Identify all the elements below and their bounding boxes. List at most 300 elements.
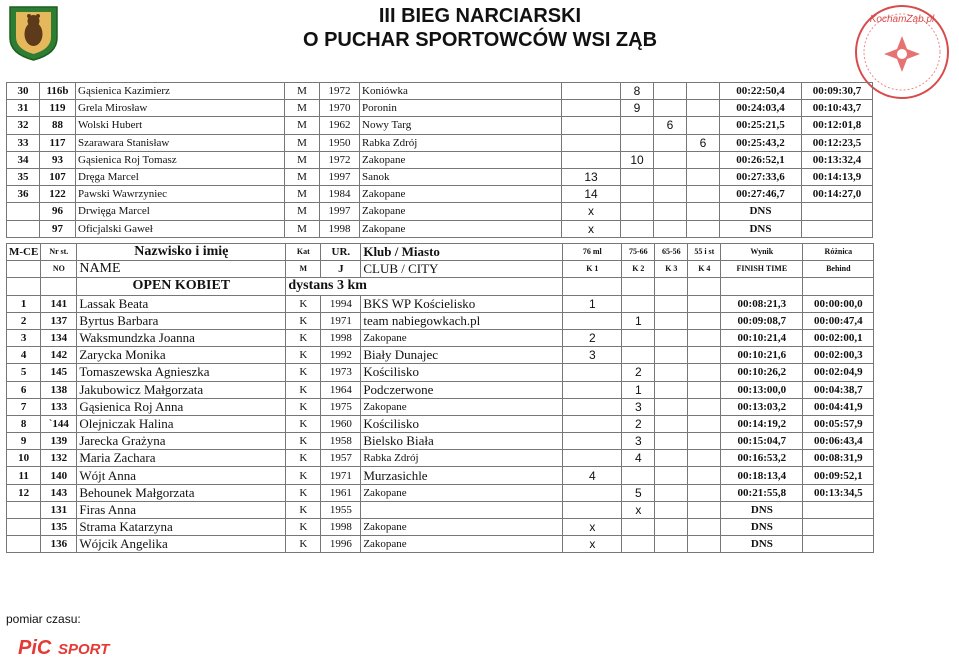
cell-time: 00:10:26,2 xyxy=(721,364,803,381)
cell-time: 00:18:13,4 xyxy=(721,467,803,484)
hdr-diff: Różnica xyxy=(803,244,874,261)
hdr-en-diff: Behind xyxy=(803,261,874,278)
cell-k1 xyxy=(563,364,622,381)
cell-k4: 6 xyxy=(687,134,720,151)
cell-diff: 00:10:43,7 xyxy=(802,100,873,117)
cell-year: 1961 xyxy=(321,484,361,501)
hdr-name: Nazwisko i imię xyxy=(77,244,286,261)
cell-k4 xyxy=(688,364,721,381)
hdr-en-city: CLUB / CITY xyxy=(361,261,563,278)
bear-crest-icon xyxy=(6,4,61,62)
cell-k4 xyxy=(688,501,721,518)
cell-place xyxy=(7,220,40,237)
cell-city: Bielsko Biała xyxy=(361,433,563,450)
cell-time: 00:25:21,5 xyxy=(720,117,802,134)
cell-k2 xyxy=(621,220,654,237)
hdr-en-k3: K 3 xyxy=(655,261,688,278)
cell-place: 12 xyxy=(7,484,41,501)
header-row-en xyxy=(7,261,874,278)
cell-nr: 93 xyxy=(40,151,76,168)
cell-time: 00:14:19,2 xyxy=(721,415,803,432)
table-row xyxy=(7,151,873,168)
cell-time: 00:21:55,8 xyxy=(721,484,803,501)
cell-k3 xyxy=(655,415,688,432)
cell-k4 xyxy=(687,186,720,203)
cell-k4 xyxy=(688,415,721,432)
cell-nr: 139 xyxy=(41,433,77,450)
cell-k2 xyxy=(622,347,655,364)
cell-nr: 143 xyxy=(41,484,77,501)
table-row xyxy=(7,312,874,329)
cell-k1 xyxy=(563,398,622,415)
cell-year: 1972 xyxy=(320,151,360,168)
title-line-2: O PUCHAR SPORTOWCÓW WSI ZĄB xyxy=(302,29,658,51)
cell-city: Kościlisko xyxy=(361,364,563,381)
cell-k2: 4 xyxy=(622,450,655,467)
cell-year: 1950 xyxy=(320,134,360,151)
cell-diff: 00:00:47,4 xyxy=(803,312,874,329)
cell-sex: K xyxy=(286,364,321,381)
cell-sex: K xyxy=(286,536,321,553)
table-row xyxy=(7,329,874,346)
cell-name: Wójt Anna xyxy=(77,467,286,484)
cell-k3 xyxy=(655,381,688,398)
table-row xyxy=(7,295,874,312)
cell-k3 xyxy=(655,329,688,346)
cell-time: 00:25:43,2 xyxy=(720,134,802,151)
section-label: OPEN KOBIET xyxy=(77,278,286,295)
cell-nr: 97 xyxy=(40,220,76,237)
cell-k1 xyxy=(563,415,622,432)
cell-nr: `144 xyxy=(41,415,77,432)
cell-time: DNS xyxy=(721,519,803,536)
cell-city: Zakopane xyxy=(360,186,562,203)
cell-time: 00:13:03,2 xyxy=(721,398,803,415)
hdr-k2: 75-66 xyxy=(622,244,655,261)
cell-city: Poronin xyxy=(360,100,562,117)
hdr-k3: 65-56 xyxy=(655,244,688,261)
cell-k2 xyxy=(621,168,654,185)
cell-diff: 00:14:13,9 xyxy=(802,168,873,185)
cell-name: Zarycka Monika xyxy=(77,347,286,364)
hdr-nr: Nr st. xyxy=(41,244,77,261)
cell-place: 32 xyxy=(7,117,40,134)
cell-sex: K xyxy=(286,484,321,501)
cell-k3 xyxy=(655,536,688,553)
cell-k4 xyxy=(687,83,720,100)
cell-year: 1997 xyxy=(320,168,360,185)
cell-k2 xyxy=(621,117,654,134)
cell-sex: K xyxy=(286,398,321,415)
cell-sex: K xyxy=(286,312,321,329)
cell-sex: K xyxy=(286,450,321,467)
cell-k2: 2 xyxy=(622,415,655,432)
table-row xyxy=(7,186,873,203)
cell-nr: 138 xyxy=(41,381,77,398)
cell-k2: x xyxy=(622,501,655,518)
table-row xyxy=(7,415,874,432)
cell-place: 33 xyxy=(7,134,40,151)
cell-year: 1971 xyxy=(321,312,361,329)
cell-diff: 00:06:43,4 xyxy=(803,433,874,450)
cell-k2: 9 xyxy=(621,100,654,117)
table-row xyxy=(7,536,874,553)
cell-name: Byrtus Barbara xyxy=(77,312,286,329)
cell-k1 xyxy=(562,151,621,168)
cell-sex: M xyxy=(285,151,320,168)
cell-k4 xyxy=(688,467,721,484)
cell-nr: 88 xyxy=(40,117,76,134)
cell-name: Waksmundzka Joanna xyxy=(77,329,286,346)
cell-k2 xyxy=(622,536,655,553)
cell-nr: 137 xyxy=(41,312,77,329)
cell-name: Wójcik Angelika xyxy=(77,536,286,553)
cell-nr: 135 xyxy=(41,519,77,536)
cell-time: 00:13:00,0 xyxy=(721,381,803,398)
cell-k3 xyxy=(655,433,688,450)
cell-sex: K xyxy=(286,381,321,398)
cell-sex: M xyxy=(285,83,320,100)
cell-year: 1958 xyxy=(321,433,361,450)
cell-name: Drwięga Marcel xyxy=(76,203,285,220)
hdr-city: Klub / Miasto xyxy=(361,244,563,261)
cell-diff: 00:02:00,1 xyxy=(803,329,874,346)
section-distance: dystans 3 km xyxy=(286,278,563,295)
cell-city: team nabiegowkach.pl xyxy=(361,312,563,329)
cell-place: 5 xyxy=(7,364,41,381)
hdr-time: Wynik xyxy=(721,244,803,261)
cell-k2: 3 xyxy=(622,433,655,450)
hdr-en-k2: K 2 xyxy=(622,261,655,278)
cell-year: 1964 xyxy=(321,381,361,398)
cell-diff: 00:00:00,0 xyxy=(803,295,874,312)
cell-name: Gąsienica Roj Anna xyxy=(77,398,286,415)
cell-name: Firas Anna xyxy=(77,501,286,518)
table-row xyxy=(7,467,874,484)
cell-diff: 00:02:00,3 xyxy=(803,347,874,364)
cell-time: DNS xyxy=(720,203,802,220)
cell-sex: M xyxy=(285,186,320,203)
hdr-en-year: J xyxy=(321,261,361,278)
hdr-en-place xyxy=(7,261,41,278)
cell-year: 1957 xyxy=(321,450,361,467)
cell-diff: 00:12:23,5 xyxy=(802,134,873,151)
cell-k1: 14 xyxy=(562,186,621,203)
cell-sex: M xyxy=(285,100,320,117)
cell-city: Koniówka xyxy=(360,83,562,100)
cell-k4 xyxy=(687,220,720,237)
table-row xyxy=(7,100,873,117)
cell-k1 xyxy=(563,450,622,467)
section-row xyxy=(7,278,874,295)
timing-label: pomiar czasu: xyxy=(6,612,81,626)
cell-nr: 96 xyxy=(40,203,76,220)
cell-place: 1 xyxy=(7,295,41,312)
cell-name: Strama Katarzyna xyxy=(77,519,286,536)
cell-k1 xyxy=(563,433,622,450)
table-row xyxy=(7,117,873,134)
cell-nr: 134 xyxy=(41,329,77,346)
cell-k1 xyxy=(563,501,622,518)
cell-k2 xyxy=(622,329,655,346)
cell-year: 1973 xyxy=(321,364,361,381)
cell-k4 xyxy=(688,347,721,364)
table-row xyxy=(7,381,874,398)
cell-k3: 6 xyxy=(654,117,687,134)
cell-nr: 107 xyxy=(40,168,76,185)
cell-k1: x xyxy=(562,220,621,237)
cell-k4 xyxy=(688,450,721,467)
cell-name: Jarecka Grażyna xyxy=(77,433,286,450)
cell-name: Wolski Hubert xyxy=(76,117,285,134)
hdr-k1: 76 ml xyxy=(563,244,622,261)
cell-k3 xyxy=(655,484,688,501)
cell-city: Zakopane xyxy=(360,220,562,237)
cell-city: Zakopane xyxy=(361,329,563,346)
table-row xyxy=(7,519,874,536)
cell-time: 00:08:21,3 xyxy=(721,295,803,312)
cell-nr: 140 xyxy=(41,467,77,484)
cell-k1 xyxy=(562,134,621,151)
cell-place: 10 xyxy=(7,450,41,467)
cell-k3 xyxy=(654,220,687,237)
cell-k2: 1 xyxy=(622,312,655,329)
cell-year: 1992 xyxy=(321,347,361,364)
table-row xyxy=(7,168,873,185)
cell-k2: 10 xyxy=(621,151,654,168)
cell-nr: 141 xyxy=(41,295,77,312)
cell-place xyxy=(7,519,41,536)
cell-place: 11 xyxy=(7,467,41,484)
cell-k2: 2 xyxy=(622,364,655,381)
cell-city: BKS WP Kościelisko xyxy=(361,295,563,312)
cell-place: 36 xyxy=(7,186,40,203)
cell-year: 1998 xyxy=(320,220,360,237)
hdr-en-time: FINISH TIME xyxy=(721,261,803,278)
cell-place xyxy=(7,536,41,553)
table-row xyxy=(7,134,873,151)
cell-k2: 1 xyxy=(622,381,655,398)
cell-diff xyxy=(803,519,874,536)
cell-place xyxy=(7,501,41,518)
cell-time: DNS xyxy=(721,501,803,518)
cell-diff: 00:09:52,1 xyxy=(803,467,874,484)
cell-name: Dręga Marcel xyxy=(76,168,285,185)
cell-nr: 116b xyxy=(40,83,76,100)
cell-k4 xyxy=(688,295,721,312)
cell-k4 xyxy=(688,519,721,536)
cell-place xyxy=(7,203,40,220)
cell-k3 xyxy=(655,398,688,415)
cell-k1 xyxy=(562,100,621,117)
cell-year: 1955 xyxy=(321,501,361,518)
cell-k4 xyxy=(688,398,721,415)
cell-time: 00:24:03,4 xyxy=(720,100,802,117)
cell-city: Zakopane xyxy=(361,484,563,501)
table-row xyxy=(7,203,873,220)
cell-k4 xyxy=(688,381,721,398)
table-row xyxy=(7,347,874,364)
cell-time: 00:10:21,6 xyxy=(721,347,803,364)
cell-sex: K xyxy=(286,329,321,346)
hdr-en-name: NAME xyxy=(77,261,286,278)
cell-k4 xyxy=(687,168,720,185)
cell-year: 1962 xyxy=(320,117,360,134)
cell-k3 xyxy=(655,347,688,364)
cell-time: DNS xyxy=(721,536,803,553)
cell-place: 4 xyxy=(7,347,41,364)
page-title xyxy=(200,4,760,52)
cell-city: Zakopane xyxy=(360,203,562,220)
cell-sex: M xyxy=(285,117,320,134)
cell-k1: 3 xyxy=(563,347,622,364)
cell-nr: 117 xyxy=(40,134,76,151)
cell-k4 xyxy=(688,312,721,329)
cell-city: Rabka Zdrój xyxy=(360,134,562,151)
cell-year: 1998 xyxy=(321,519,361,536)
cell-sex: K xyxy=(286,415,321,432)
header-row-pl xyxy=(7,244,874,261)
cell-time: 00:15:04,7 xyxy=(721,433,803,450)
cell-place: 2 xyxy=(7,312,41,329)
cell-k1: x xyxy=(563,536,622,553)
cell-place: 30 xyxy=(7,83,40,100)
hdr-en-sex: M xyxy=(286,261,321,278)
cell-k2 xyxy=(622,467,655,484)
table-row xyxy=(7,501,874,518)
cell-name: Behounek Małgorzata xyxy=(77,484,286,501)
cell-k1 xyxy=(563,381,622,398)
cell-city: Zakopane xyxy=(360,151,562,168)
table-row xyxy=(7,364,874,381)
cell-city: Nowy Targ xyxy=(360,117,562,134)
cell-k3 xyxy=(655,364,688,381)
cell-nr: 136 xyxy=(41,536,77,553)
cell-year: 1998 xyxy=(321,329,361,346)
cell-k3 xyxy=(655,501,688,518)
cell-name: Grela Mirosław xyxy=(76,100,285,117)
cell-k1: 2 xyxy=(563,329,622,346)
results-table-women xyxy=(6,243,874,553)
cell-k2 xyxy=(622,295,655,312)
cell-name: Oficjalski Gaweł xyxy=(76,220,285,237)
cell-k3 xyxy=(655,519,688,536)
cell-k1 xyxy=(562,117,621,134)
cell-name: Gąsienica Kazimierz xyxy=(76,83,285,100)
cell-place: 7 xyxy=(7,398,41,415)
cell-place: 31 xyxy=(7,100,40,117)
cell-k1: 4 xyxy=(563,467,622,484)
cell-k3 xyxy=(655,467,688,484)
hdr-en-k4: K 4 xyxy=(688,261,721,278)
cell-k2 xyxy=(621,203,654,220)
cell-place: 35 xyxy=(7,168,40,185)
cell-k2 xyxy=(621,186,654,203)
cell-nr: 133 xyxy=(41,398,77,415)
cell-place: 6 xyxy=(7,381,41,398)
cell-time: 00:10:21,4 xyxy=(721,329,803,346)
cell-nr: 131 xyxy=(41,501,77,518)
cell-year: 1975 xyxy=(321,398,361,415)
cell-city: Zakopane xyxy=(361,519,563,536)
cell-year: 1996 xyxy=(321,536,361,553)
cell-k3 xyxy=(655,295,688,312)
cell-year: 1994 xyxy=(321,295,361,312)
cell-diff: 00:13:32,4 xyxy=(802,151,873,168)
cell-k3 xyxy=(654,134,687,151)
cell-diff xyxy=(802,203,873,220)
cell-time: 00:09:08,7 xyxy=(721,312,803,329)
cell-diff xyxy=(803,501,874,518)
cell-k3 xyxy=(654,203,687,220)
cell-sex: K xyxy=(286,467,321,484)
cell-year: 1970 xyxy=(320,100,360,117)
cell-k4 xyxy=(687,151,720,168)
cell-name: Olejniczak Halina xyxy=(77,415,286,432)
cell-k3 xyxy=(654,83,687,100)
cell-k4 xyxy=(688,484,721,501)
cell-name: Pawski Wawrzyniec xyxy=(76,186,285,203)
cell-time: 00:27:33,6 xyxy=(720,168,802,185)
cell-sex: K xyxy=(286,295,321,312)
cell-k1 xyxy=(563,312,622,329)
cell-nr: 132 xyxy=(41,450,77,467)
cell-nr: 145 xyxy=(41,364,77,381)
cell-name: Maria Zachara xyxy=(77,450,286,467)
cell-place: 9 xyxy=(7,433,41,450)
table-row xyxy=(7,433,874,450)
cell-place: 3 xyxy=(7,329,41,346)
cell-city: Rabka Zdrój xyxy=(361,450,563,467)
hdr-k4: 55 i st xyxy=(688,244,721,261)
hdr-en-nr: NO xyxy=(41,261,77,278)
cell-k2: 5 xyxy=(622,484,655,501)
cell-place: 8 xyxy=(7,415,41,432)
table-row xyxy=(7,83,873,100)
cell-k4 xyxy=(688,536,721,553)
cell-time: DNS xyxy=(720,220,802,237)
cell-sex: K xyxy=(286,433,321,450)
svg-text:KochamZąb.pl: KochamZąb.pl xyxy=(869,14,935,25)
cell-k4 xyxy=(687,117,720,134)
cell-nr: 142 xyxy=(41,347,77,364)
cell-diff: 00:09:30,7 xyxy=(802,83,873,100)
table-row xyxy=(7,450,874,467)
cell-k3 xyxy=(654,168,687,185)
cell-diff: 00:12:01,8 xyxy=(802,117,873,134)
cell-diff: 00:02:04,9 xyxy=(803,364,874,381)
cell-time: 00:22:50,4 xyxy=(720,83,802,100)
cell-diff: 00:13:34,5 xyxy=(803,484,874,501)
cell-city: Biały Dunajec xyxy=(361,347,563,364)
svg-text:PiC: PiC xyxy=(18,637,52,659)
cell-city xyxy=(361,501,563,518)
cell-k3 xyxy=(654,100,687,117)
cell-sex: K xyxy=(286,347,321,364)
cell-year: 1972 xyxy=(320,83,360,100)
hdr-year: UR. xyxy=(321,244,361,261)
cell-city: Podczerwone xyxy=(361,381,563,398)
cell-k1 xyxy=(563,484,622,501)
cell-diff: 00:04:41,9 xyxy=(803,398,874,415)
cell-year: 1971 xyxy=(321,467,361,484)
cell-k4 xyxy=(687,100,720,117)
cell-k3 xyxy=(654,186,687,203)
cell-year: 1997 xyxy=(320,203,360,220)
cell-place: 34 xyxy=(7,151,40,168)
table-row xyxy=(7,398,874,415)
cell-k2: 3 xyxy=(622,398,655,415)
